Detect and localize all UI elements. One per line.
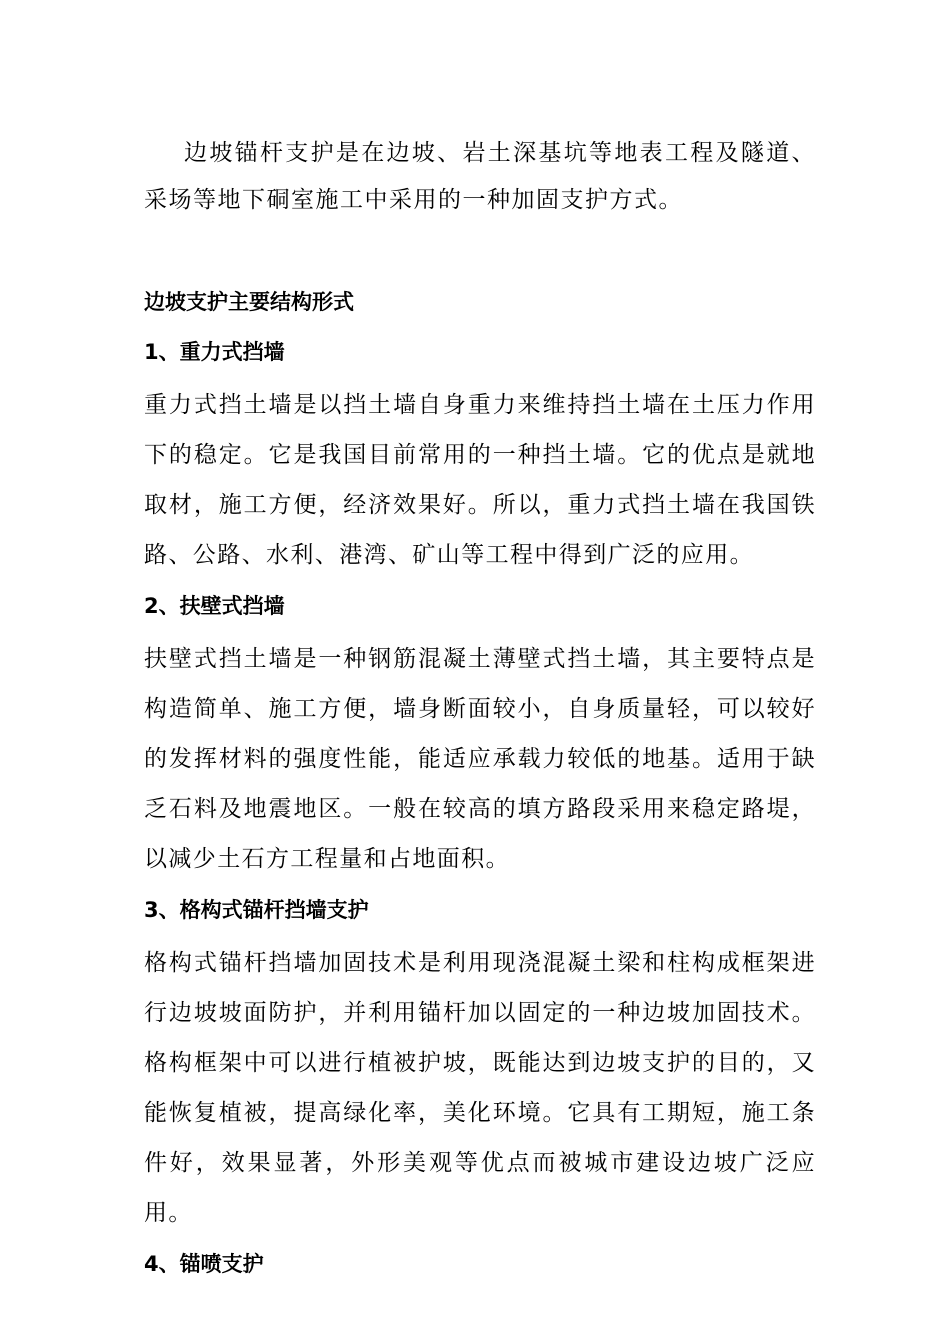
section-heading: 3、格构式锚杆挡墙支护	[144, 898, 369, 922]
section-gravity-wall	[144, 332, 824, 580]
section-lattice-anchor-wall	[144, 890, 824, 1238]
section-paragraph: 扶壁式挡土墙是一种钢筋混凝土薄壁式挡土墙，其主要特点是构造简单、施工方便，墙身断面较小，自身质量轻，可以较好的发挥材料的强度性能，能适应承载力较低的地基。适用于缺乏石料及地震地区。一般在较高的填方路段采用来稳定路堤，以减少土石方工程量和占地面积。	[144, 646, 816, 872]
section-shotcrete-support	[144, 1244, 824, 1284]
intro-paragraph: 边坡锚杆支护是在边坡、岩土深基坑等地表工程及隧道、采场等地下硐室施工中采用的一种加固支护方式。	[144, 140, 816, 213]
section-paragraph: 重力式挡土墙是以挡土墙自身重力来维持挡土墙在土压力作用下的稳定。它是我国目前常用的一种挡土墙。它的优点是就地取材，施工方便，经济效果好。所以，重力式挡土墙在我国铁路、公路、水利、港湾、矿山等工程中得到广泛的应用。	[144, 392, 816, 568]
section-title: 边坡支护主要结构形式	[144, 290, 354, 314]
section-heading: 1、重力式挡墙	[144, 340, 285, 364]
section-buttress-wall	[144, 586, 824, 884]
section-heading: 4、锚喷支护	[144, 1252, 264, 1276]
section-paragraph: 格构式锚杆挡墙加固技术是利用现浇混凝土梁和柱构成框架进行边坡坡面防护，并利用锚杆加以固定的一种边坡加固技术。格构框架中可以进行植被护坡，既能达到边坡支护的目的，又能恢复植被，提高绿化率，美化环境。它具有工期短，施工条件好，效果显著，外形美观等优点而被城市建设边坡广泛应用。	[144, 950, 816, 1226]
section-heading: 2、扶壁式挡墙	[144, 594, 285, 618]
document-body	[144, 332, 824, 1292]
